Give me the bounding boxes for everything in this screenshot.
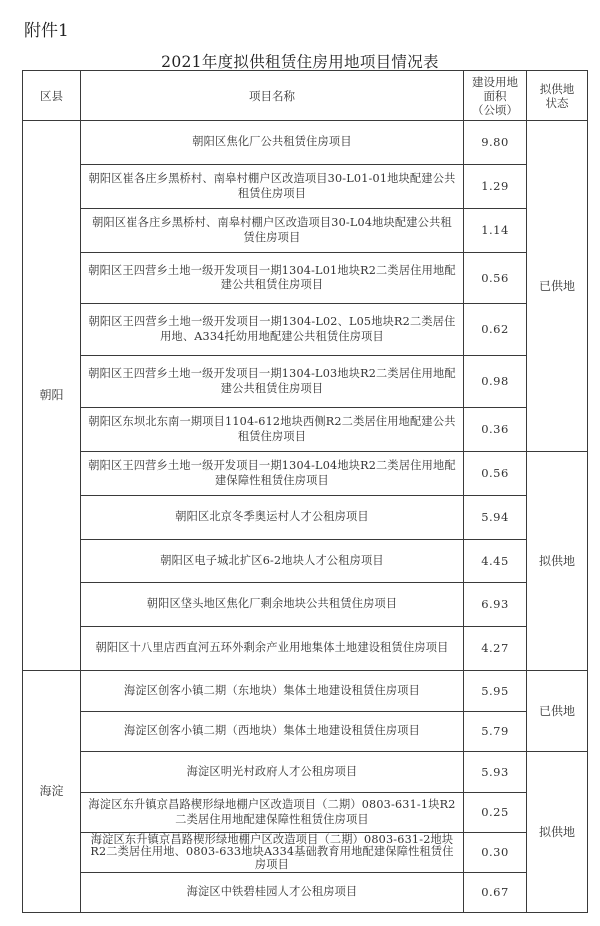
area-cell: 4.27 (464, 627, 527, 671)
project-name-cell: 朝阳区王四营乡土地一级开发项目一期1304-L02、L05地块R2二类居住用地、A334托幼用地配建公共租赁住房项目 (81, 304, 464, 356)
header-district: 区县 (23, 71, 81, 121)
area-cell: 5.94 (464, 496, 527, 540)
table-row (23, 408, 588, 452)
header-project-name: 项目名称 (81, 71, 464, 121)
area-cell: 5.79 (464, 712, 527, 752)
document-title: 2021年度拟供租赁住房用地项目情况表 (161, 53, 439, 71)
table-row (23, 540, 588, 583)
table-row (23, 209, 588, 253)
status-cell-chaoyang-planned: 拟供地 (527, 452, 588, 671)
area-cell: 0.25 (464, 793, 527, 833)
table-row (23, 583, 588, 627)
header-status (527, 71, 588, 121)
area-cell: 9.80 (464, 121, 527, 165)
project-name-cell: 朝阳区王四营乡土地一级开发项目一期1304-L04地块R2二类居住用地配建保障性租赁住房项目 (81, 452, 464, 496)
project-name-cell: 海淀区东升镇京昌路楔形绿地棚户区改造项目（二期）0803-631-2地块R2二类居住用地、0803-633地块A334基础教育用地配建保障性租赁住房项目 (81, 833, 464, 873)
district-cell-chaoyang: 朝阳 (23, 121, 81, 671)
area-cell: 4.45 (464, 540, 527, 583)
table-row (23, 165, 588, 209)
header-area (464, 71, 527, 121)
area-cell: 0.67 (464, 873, 527, 913)
project-name-cell: 朝阳区王四营乡土地一级开发项目一期1304-L03地块R2二类居住用地配建公共租赁住房项目 (81, 356, 464, 408)
area-cell: 0.56 (464, 452, 527, 496)
project-name-cell: 海淀区东升镇京昌路楔形绿地棚户区改造项目（二期）0803-631-1块R2二类居住用地配建保障性租赁住房项目 (81, 793, 464, 833)
status-cell-haidian-planned: 拟供地 (527, 752, 588, 913)
area-cell: 0.56 (464, 253, 527, 304)
project-name-cell: 朝阳区焦化厂公共租赁住房项目 (81, 121, 464, 165)
table-row (23, 627, 588, 671)
area-cell: 1.14 (464, 209, 527, 253)
table-row (23, 356, 588, 408)
project-name-cell: 海淀区明光村政府人才公租房项目 (81, 752, 464, 793)
project-name-cell: 朝阳区崔各庄乡黑桥村、南皋村棚户区改造项目30-L04地块配建公共租赁住房项目 (81, 209, 464, 253)
header-status-line2: 状态 (545, 95, 569, 110)
table-header-row (23, 71, 588, 121)
area-cell: 0.62 (464, 304, 527, 356)
table-row (23, 121, 588, 165)
table-row (23, 452, 588, 496)
district-cell-haidian: 海淀 (23, 671, 81, 913)
area-cell: 0.36 (464, 408, 527, 452)
project-name-cell: 朝阳区王四营乡土地一级开发项目一期1304-L01地块R2二类居住用地配建公共租赁住房项目 (81, 253, 464, 304)
status-cell-chaoyang-supplied: 已供地 (527, 121, 588, 452)
area-cell: 5.93 (464, 752, 527, 793)
header-area-line2: 面积 (483, 88, 507, 103)
status-cell-haidian-supplied: 已供地 (527, 671, 588, 752)
area-cell: 0.30 (464, 833, 527, 873)
rental-housing-land-table (22, 70, 588, 913)
table-row (23, 873, 588, 913)
table-row (23, 833, 588, 873)
attachment-label: 附件1 (24, 21, 69, 41)
project-name-cell: 朝阳区电子城北扩区6-2地块人才公租房项目 (81, 540, 464, 583)
area-cell: 0.98 (464, 356, 527, 408)
project-name-cell: 朝阳区垡头地区焦化厂剩余地块公共租赁住房项目 (81, 583, 464, 627)
table-row (23, 712, 588, 752)
project-name-cell: 海淀区创客小镇二期（西地块）集体土地建设租赁住房项目 (81, 712, 464, 752)
project-name-cell: 朝阳区崔各庄乡黑桥村、南皋村棚户区改造项目30-L01-01地块配建公共租赁住房项目 (81, 165, 464, 209)
project-name-cell: 朝阳区十八里店西直河五环外剩余产业用地集体土地建设租赁住房项目 (81, 627, 464, 671)
area-cell: 5.95 (464, 671, 527, 712)
area-cell: 1.29 (464, 165, 527, 209)
table-row (23, 496, 588, 540)
header-status-line1: 拟供地 (539, 81, 575, 96)
table-row (23, 304, 588, 356)
header-area-line1: 建设用地 (472, 74, 518, 89)
table-row (23, 793, 588, 833)
project-name-cell: 朝阳区北京冬季奥运村人才公租房项目 (81, 496, 464, 540)
table-row (23, 671, 588, 712)
project-name-cell: 朝阳区东坝北东南一期项目1104-612地块西侧R2二类居住用地配建公共租赁住房项目 (81, 408, 464, 452)
project-name-cell: 海淀区创客小镇二期（东地块）集体土地建设租赁住房项目 (81, 671, 464, 712)
table-row (23, 253, 588, 304)
project-name-cell: 海淀区中铁碧桂园人才公租房项目 (81, 873, 464, 913)
header-area-line3: （公顷） (472, 102, 518, 117)
area-cell: 6.93 (464, 583, 527, 627)
table-row (23, 752, 588, 793)
